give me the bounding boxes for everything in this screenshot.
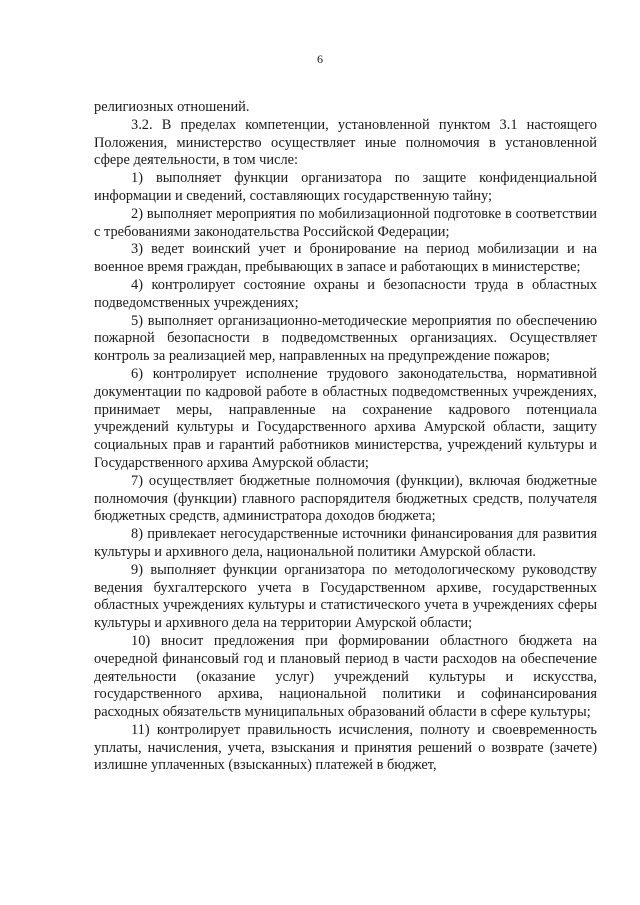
paragraph: 6) контролирует исполнение трудового законодательства, нормативной документации по кадровой работе в областных подведомственных учреждениях, принимает меры, направленные на сохранение кадрового потенциала учреждений культуры и Государственного архива Амурской области, защиту социальных прав и гарантий работников министерства, учреждений культуры и Государственного архива Амурской области;: [94, 365, 597, 471]
paragraph: 7) осуществляет бюджетные полномочия (функции), включая бюджетные полномочия (функции) главного распорядителя бюджетных средств, получателя бюджетных средств, администратора доходов бюджета;: [94, 472, 597, 525]
paragraph: 10) вносит предложения при формировании областного бюджета на очередной финансовый год и плановый период в части расходов на обеспечение деятельности (оказание услуг) учреждений культуры и искусства, государственного архива, национальной политики и софинансирования расходных обязательств муниципальных образований области в сфере культуры;: [94, 632, 597, 721]
paragraph: 11) контролирует правильность исчисления, полноту и своевременность уплаты, начисления, учета, взыскания и принятия решений о возврате (зачете) излишне уплаченных (взысканных) платежей в бюджет,: [94, 721, 597, 774]
paragraph: 9) выполняет функции организатора по методологическому руководству ведения бухгалтерского учета в Государственном архиве, государственных областных учреждениях культуры и статистического учета в учреждениях сферы культуры и архивного дела на территории Амурской области;: [94, 561, 597, 632]
paragraph: 1) выполняет функции организатора по защите конфиденциальной информации и сведений, составляющих государственную тайну;: [94, 170, 597, 204]
paragraph: 2) выполняет мероприятия по мобилизационной подготовке в соответствии с требованиями законодательства Российской Федерации;: [94, 205, 597, 240]
paragraph: 3) ведет воинский учет и бронирование на период мобилизации и на военное время граждан, пребывающих в запасе и работающих в министерстве;: [94, 241, 597, 276]
paragraph: религиозных отношений.: [94, 99, 250, 115]
paragraph: 5) выполняет организационно-методические мероприятия по обеспечению пожарной безопасности в подведомственных организациях. Осуществляет контроль за реализацией мер, направленных на предупреждение пожаров;: [94, 312, 597, 365]
paragraph: 4) контролирует состояние охраны и безопасности труда в областных подведомственных учреждениях;: [94, 276, 597, 311]
document-body: [94, 99, 597, 775]
paragraph: 3.2. В пределах компетенции, установленной пунктом 3.1 настоящего Положения, министерство осуществляет иные полномочия в установленной сфере деятельности, в том числе:: [94, 116, 597, 169]
paragraph: 8) привлекает негосударственные источники финансирования для развития культуры и архивного дела, национальной политики Амурской области.: [94, 526, 597, 560]
page-number: 6: [317, 52, 323, 66]
